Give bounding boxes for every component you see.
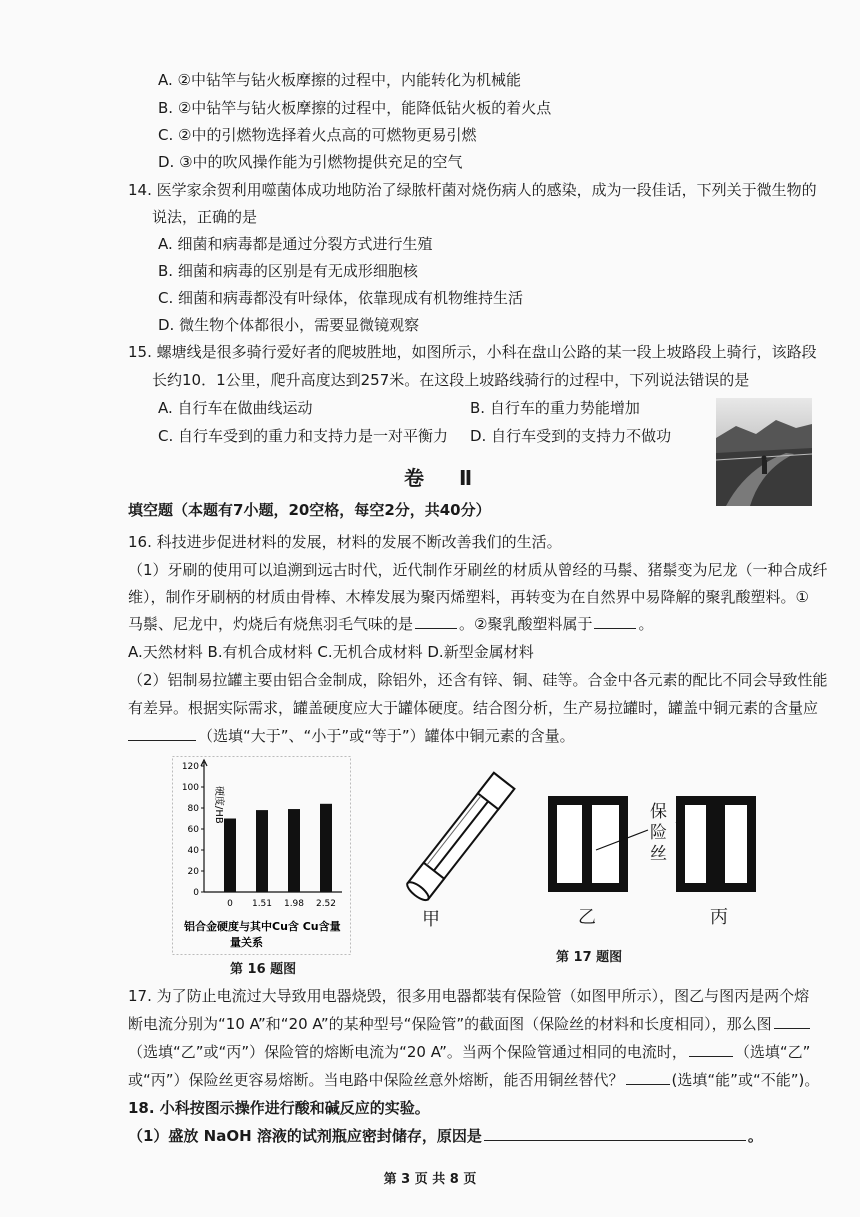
q16-part1-line1: （1）牙刷的使用可以追溯到远古时代，近代制作牙刷丝的材质从曾经的马鬃、猪鬃变为尼龙（一种合成纤 [128, 561, 828, 579]
chart-y-tick-label: 60 [187, 825, 199, 835]
chart-bar [320, 804, 332, 892]
q17-line3 [128, 1042, 810, 1062]
q14-stem-line2: 说法，正确的是 [152, 208, 258, 226]
q16-part1-line3a: 马鬃、尼龙中，灼烧后有烧焦羽毛气味的是 [128, 615, 414, 633]
q16-blank-1[interactable] [415, 614, 457, 629]
q17-blank-3[interactable] [626, 1070, 670, 1085]
q15-stem-line1: 15. 螺塘线是很多骑行爱好者的爬坡胜地，如图所示，小科在盘山公路的某一段上坡路段上骑行，该路段 [128, 343, 817, 361]
chart-x-tick-label: 1.98 [283, 899, 305, 909]
fuse-label-jia: 甲 [422, 909, 440, 930]
q17-line1: 17. 为了防止电流过大导致用电器烧毁，很多用电器都装有保险管（如图甲所示），图乙与图丙是两个熔 [128, 987, 810, 1005]
chart-x-tick-label: 1.51 [251, 899, 273, 909]
q17-blank-1[interactable] [774, 1014, 810, 1029]
q15-option-b: B. 自行车的重力势能增加 [470, 399, 640, 417]
q17-line4b: (选填“能”或“不能”)。 [671, 1071, 820, 1089]
q13-option-a: A. ②中钻竿与钻火板摩擦的过程中，内能转化为机械能 [158, 71, 521, 89]
q15-stem-line2: 长约10．1公里，爬升高度达到257米。在这段上坡路线骑行的过程中，下列说法错误的是 [152, 371, 750, 389]
q16-part2-line3-text: （选填“大于”、“小于”或“等于”）罐体中铜元素的含量。 [198, 727, 575, 745]
q16-part2-line2: 有差异。根据实际需求，罐盖硬度应大于罐体硬度。结合图分析，生产易拉罐时，罐盖中铜元素的含量应 [128, 699, 819, 717]
q17-line4 [128, 1070, 819, 1090]
fuse-tube-jia [396, 770, 526, 905]
chart-x-caption-line1: 铝合金硬度与其中Cu含 Cu含量 [184, 920, 341, 933]
q14-option-c: C. 细菌和病毒都没有叶绿体，依靠现成有机物维持生活 [158, 289, 524, 307]
section-title: 卷 Ⅱ [404, 466, 487, 490]
q16-part1-line3b: 。②聚乳酸塑料属于 [459, 615, 593, 633]
q17-line2 [128, 1014, 812, 1034]
cycling-road-photo [716, 398, 812, 506]
fill-in-header: 填空题（本题有7小题，20空格，每空2分，共40分） [128, 501, 491, 519]
chart-bar [224, 819, 236, 893]
figure-16-caption: 第 16 题图 [230, 962, 297, 977]
chart-bar [256, 810, 268, 892]
q16-part1-line3c: 。 [638, 615, 654, 633]
fuse-section-bing [676, 796, 756, 892]
fuse-wire-label: 保险丝 [650, 802, 667, 864]
hardness-bar-chart [172, 756, 352, 956]
q14-option-b: B. 细菌和病毒的区别是有无成形细胞核 [158, 262, 418, 280]
chart-y-tick-label: 80 [187, 804, 199, 814]
q16-blank-3[interactable] [128, 726, 196, 741]
q16-part2-line1: （2）铝制易拉罐主要由铝合金制成，除铝外，还含有锌、铜、硅等。合金中各元素的配比不同会导致性能 [128, 671, 828, 689]
q16-blank-2[interactable] [594, 614, 636, 629]
figure-17-caption: 第 17 题图 [556, 950, 623, 965]
q15-option-a: A. 自行车在做曲线运动 [158, 399, 313, 417]
q17-line3b: （选填“乙” [734, 1043, 811, 1061]
chart-y-tick-label: 40 [187, 846, 199, 856]
q13-option-c: C. ②中的引燃物选择着火点高的可燃物更易引燃 [158, 126, 477, 144]
chart-y-tick-label: 0 [193, 888, 199, 898]
chart-bar [288, 809, 300, 892]
chart-x-caption-line2: 量关系 [230, 936, 263, 949]
q14-option-a: A. 细菌和病毒都是通过分裂方式进行生殖 [158, 235, 433, 253]
page-footer: 第 3 页 共 8 页 [383, 1172, 477, 1187]
q15-option-d: D. 自行车受到的支持力不做功 [470, 427, 672, 445]
q16-stem: 16. 科技进步促进材料的发展，材料的发展不断改善我们的生活。 [128, 533, 562, 551]
q14-stem-line1: 14. 医学家余贺利用噬菌体成功地防治了绿脓杆菌对烧伤病人的感染，成为一段佳话，下列关于微生物的 [128, 181, 817, 199]
q18-part1 [128, 1126, 763, 1146]
chart-y-tick-label: 20 [187, 867, 199, 877]
q13-option-d: D. ③中的吹风操作能为引燃物提供充足的空气 [158, 153, 463, 171]
chart-x-tick-label: 0 [227, 899, 233, 909]
q17-line3a: （选填“乙”或“丙”）保险管的熔断电流为“20 A”。当两个保险管通过相同的电流时， [128, 1043, 687, 1061]
q18-stem: 18. 小科按图示操作进行酸和碱反应的实验。 [128, 1099, 430, 1117]
q16-part1-line3 [128, 614, 653, 634]
q17-blank-2[interactable] [689, 1042, 733, 1057]
fuse-label-yi: 乙 [578, 907, 596, 928]
chart-y-tick-label: 100 [181, 783, 199, 793]
fuse-label-bing: 丙 [710, 907, 728, 928]
q16-part2-line3 [128, 726, 575, 746]
chart-y-tick-label: 120 [181, 762, 199, 772]
chart-x-tick-label: 2.52 [315, 899, 337, 909]
q16-choices: A.天然材料 B.有机合成材料 C.无机合成材料 D.新型金属材料 [128, 643, 534, 661]
q17-line4a: 或“丙”）保险丝更容易熔断。当电路中保险丝意外熔断，能否用铜丝替代？ [128, 1071, 624, 1089]
q17-line2-text: 断电流分别为“10 A”和“20 A”的某种型号“保险管”的截面图（保险丝的材料和长度相同），那么图 [128, 1015, 772, 1033]
q14-option-d: D. 微生物个体都很小，需要显微镜观察 [158, 316, 420, 334]
q18-part1-end: 。 [747, 1127, 763, 1145]
q18-part1-text: （1）盛放 NaOH 溶液的试剂瓶应密封储存，原因是 [128, 1127, 482, 1145]
chart-y-axis-label: 硬度/HB [213, 786, 224, 824]
q18-blank-1[interactable] [484, 1126, 746, 1141]
q16-part1-line2: 维），制作牙刷柄的材质由骨棒、木棒发展为聚丙烯塑料，再转变为在自然界中易降解的聚乳酸塑料。① [128, 588, 809, 606]
q15-option-c: C. 自行车受到的重力和支持力是一对平衡力 [158, 427, 449, 445]
q13-option-b: B. ②中钻竿与钻火板摩擦的过程中，能降低钻火板的着火点 [158, 99, 552, 117]
